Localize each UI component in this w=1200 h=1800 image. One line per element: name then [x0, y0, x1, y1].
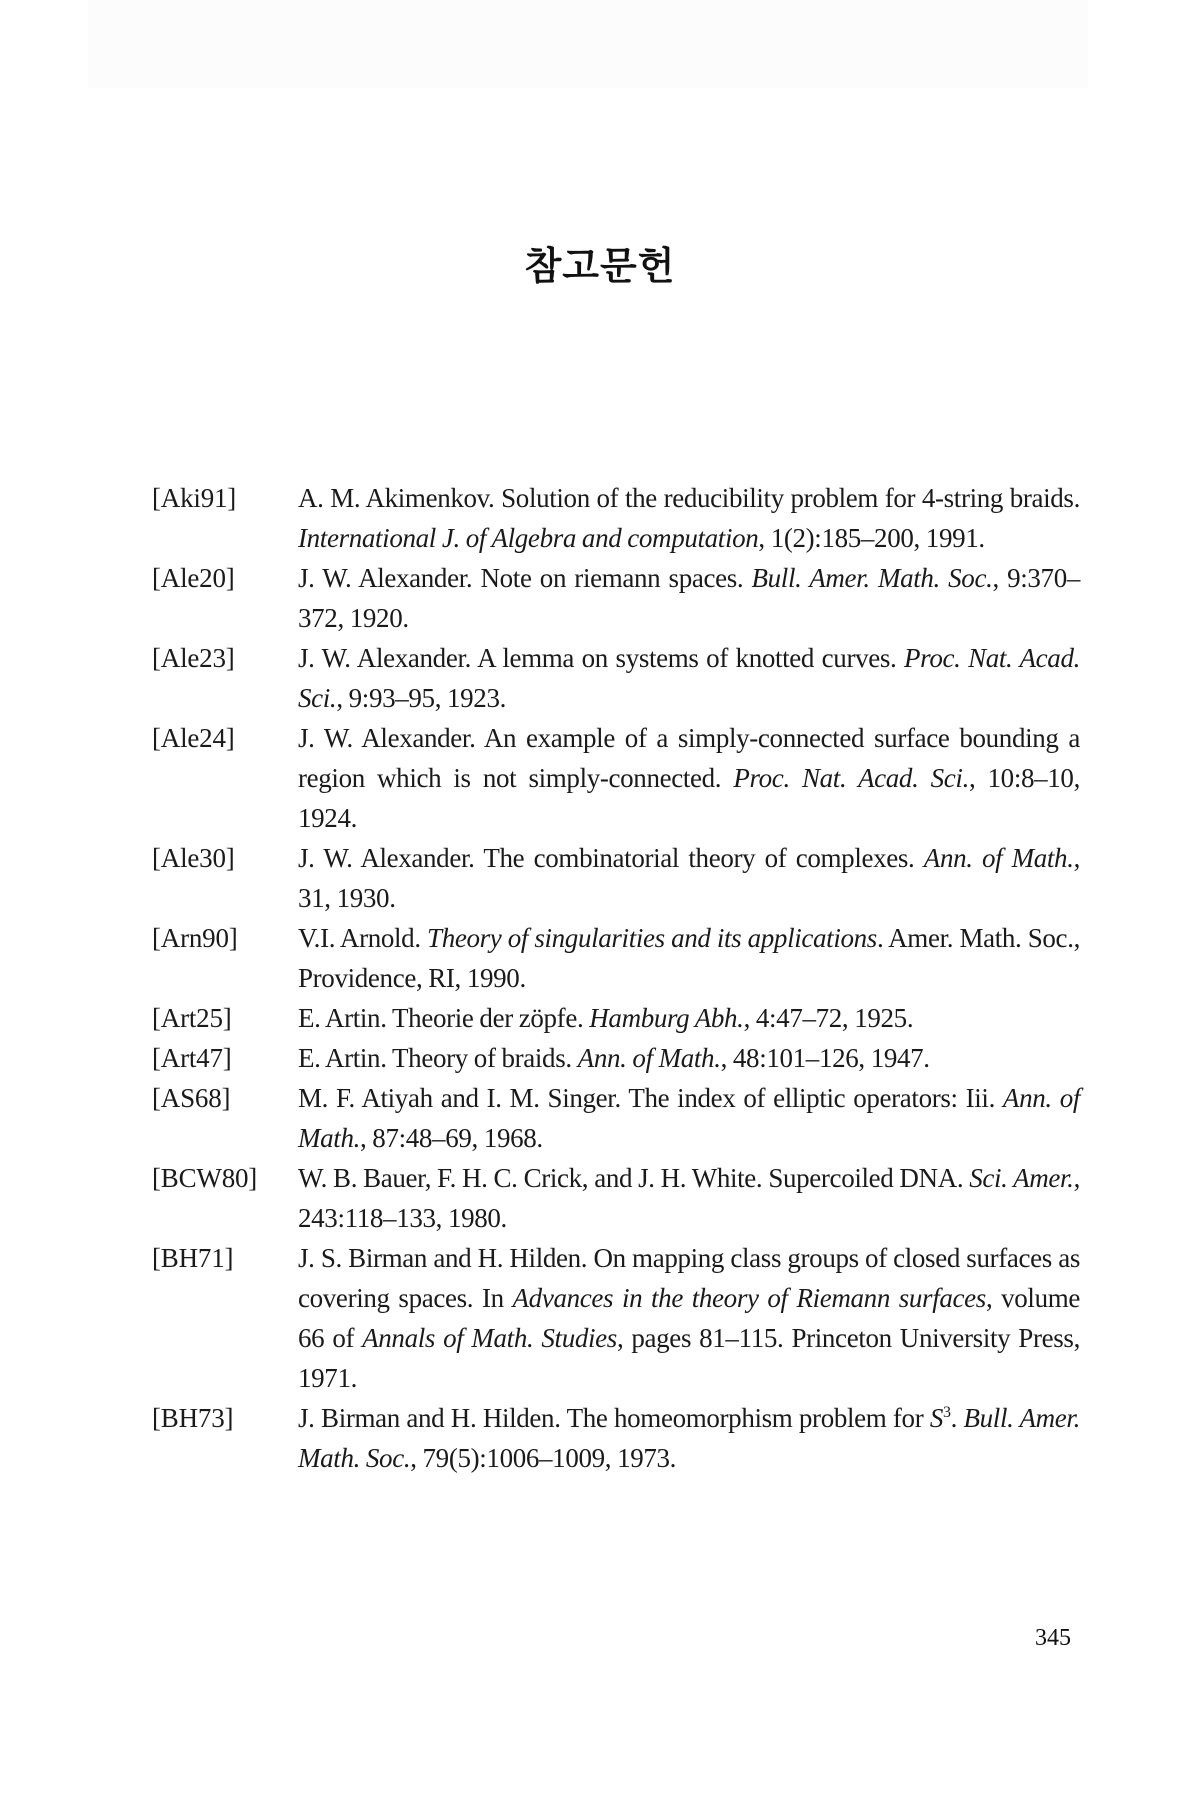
scan-top-shade	[88, 0, 1088, 88]
reference-venue: Bull. Amer. Math. Soc.	[298, 1403, 1080, 1473]
reference-title: Theory of braids.	[386, 1043, 578, 1073]
reference-details: , 4:47–72, 1925.	[743, 1003, 914, 1033]
page-number: 345	[1035, 1625, 1071, 1651]
reference-details: , 10:8–10, 1924.	[298, 763, 1080, 833]
reference-authors: J. W. Alexander.	[298, 843, 475, 873]
reference-details: , 243:118–133, 1980.	[298, 1163, 1080, 1233]
reference-body	[298, 838, 1080, 918]
reference-body	[298, 718, 1080, 838]
reference-key: [Art47]	[152, 1043, 232, 1073]
reference-venue: Proc. Nat. Acad. Sci.	[298, 643, 1081, 713]
reference-authors: M. F. Atiyah and I. M. Singer.	[298, 1083, 621, 1113]
reference-authors: J. W. Alexander.	[298, 723, 476, 753]
math-symbol: S	[929, 1403, 943, 1433]
reference-authors: J. W. Alexander.	[298, 563, 473, 593]
reference-body	[298, 1398, 1080, 1478]
reference-details: , 87:48–69, 1968.	[360, 1123, 543, 1153]
reference-body	[298, 1158, 1080, 1238]
reference-body	[298, 478, 1080, 558]
reference-details: , 1(2):185–200, 1991.	[758, 523, 985, 553]
reference-key: [Ale30]	[152, 843, 235, 873]
reference-key: [BCW80]	[152, 1163, 258, 1193]
reference-item	[150, 718, 1080, 838]
reference-venue: Ann. of Math.	[577, 1043, 721, 1073]
reference-key: [Art25]	[152, 1003, 232, 1033]
reference-details: , 48:101–126, 1947.	[720, 1043, 930, 1073]
reference-authors: J. S. Birman and H. Hilden.	[298, 1243, 588, 1273]
reference-title: The combinatorial theory of complexes.	[474, 843, 924, 873]
reference-venue: Advances in the theory of Riemann surfaces	[512, 1283, 986, 1313]
reference-details: , 31, 1930.	[298, 843, 1081, 913]
reference-item	[150, 1078, 1080, 1158]
reference-authors: W. B. Bauer, F. H. C. Crick, and J. H. White.	[298, 1163, 763, 1193]
reference-title-end: .	[950, 1403, 964, 1433]
reference-venue: International J. of Algebra and computation	[298, 523, 759, 553]
reference-details: , 9:370–372, 1920.	[298, 563, 1080, 633]
reference-authors: E. Artin.	[298, 1003, 387, 1033]
reference-series: Annals of Math. Studies	[362, 1323, 617, 1353]
reference-title: Note on riemann spaces.	[472, 563, 752, 593]
reference-item	[150, 1158, 1080, 1238]
reference-body	[298, 1078, 1080, 1158]
math-superscript: 3	[942, 1404, 951, 1421]
reference-key: [BH71]	[152, 1243, 234, 1273]
reference-item	[150, 838, 1080, 918]
reference-item	[150, 558, 1080, 638]
reference-key: [Ale20]	[152, 563, 235, 593]
reference-title: Theorie der zöpfe.	[386, 1003, 590, 1033]
reference-authors: J. Birman and H. Hilden.	[298, 1403, 561, 1433]
reference-details: , 9:93–95, 1923.	[336, 683, 506, 713]
reference-details: . Amer. Math. Soc., Providence, RI, 1990.	[298, 923, 1080, 993]
page-title: 참고문헌	[524, 243, 676, 289]
reference-details: , volume 66 of	[298, 1283, 1081, 1353]
reference-venue: Sci. Amer.	[969, 1163, 1074, 1193]
reference-key: [Arn90]	[152, 923, 238, 953]
reference-item	[150, 998, 1080, 1038]
reference-key: [Ale24]	[152, 723, 235, 753]
reference-authors: E. Artin.	[298, 1043, 387, 1073]
reference-item	[150, 1238, 1080, 1398]
reference-title: An example of a simply-connected surface bounding a region which is not simply-connected.	[298, 723, 1081, 793]
reference-title: Supercoiled DNA.	[762, 1163, 970, 1193]
reference-authors: V.I. Arnold.	[298, 923, 428, 953]
reference-body	[298, 918, 1080, 998]
reference-venue: Bull. Amer. Math. Soc.	[751, 563, 993, 593]
reference-key: [Ale23]	[152, 643, 235, 673]
reference-key: [BH73]	[152, 1403, 234, 1433]
reference-details-2: , pages 81–115. Princeton University Press, 1971.	[298, 1323, 1080, 1393]
reference-body	[298, 558, 1080, 638]
reference-venue: Ann. of Math.	[923, 843, 1074, 873]
reference-title: A lemma on systems of knotted curves.	[471, 643, 905, 673]
reference-body	[298, 998, 1080, 1038]
reference-title: The homeomorphism problem for	[560, 1403, 930, 1433]
reference-body	[298, 638, 1080, 718]
reference-title: Solution of the reducibility problem for 4-string braids.	[494, 483, 1080, 513]
reference-item	[150, 638, 1080, 718]
reference-body	[298, 1238, 1080, 1398]
reference-authors: J. W. Alexander.	[298, 643, 472, 673]
reference-authors: A. M. Akimenkov.	[298, 483, 495, 513]
reference-item	[150, 918, 1080, 998]
reference-venue: Hamburg Abh.	[589, 1003, 744, 1033]
reference-item	[150, 1038, 1080, 1078]
reference-venue: Proc. Nat. Acad. Sci.	[733, 763, 969, 793]
reference-body	[298, 1038, 1080, 1078]
reference-list	[150, 478, 1080, 1478]
reference-key: [AS68]	[152, 1083, 231, 1113]
reference-item	[150, 478, 1080, 558]
reference-key: [Aki91]	[152, 483, 237, 513]
reference-title: The index of elliptic operators: Iii.	[620, 1083, 1003, 1113]
reference-venue: Theory of singularities and its applications	[427, 923, 877, 953]
reference-item	[150, 1398, 1080, 1478]
reference-venue: Ann. of Math.	[298, 1083, 1081, 1153]
reference-details: , 79(5):1006–1009, 1973.	[410, 1443, 677, 1473]
reference-title: On mapping class groups of closed surfaces as covering spaces. In	[298, 1243, 1081, 1313]
